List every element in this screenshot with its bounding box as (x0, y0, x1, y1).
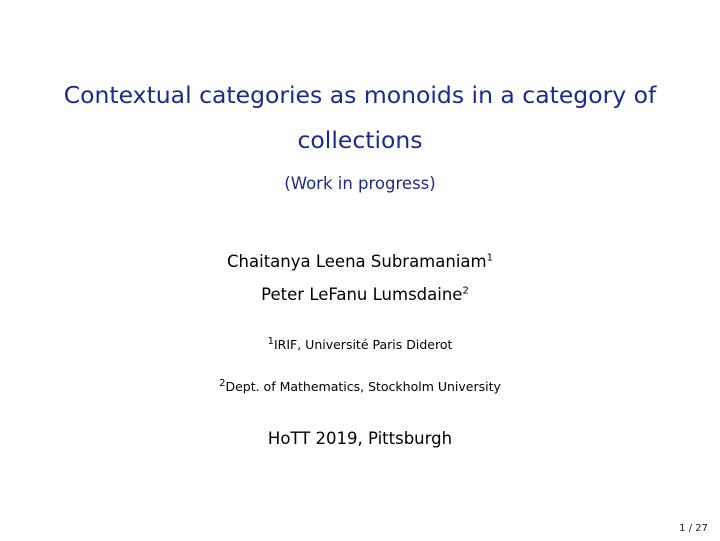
author-2 (0, 287, 720, 304)
author-1-affiliation-mark: 1 (486, 252, 493, 264)
affiliation-2-mark: 2 (219, 377, 226, 389)
affiliation-1-mark: 1 (267, 335, 274, 347)
author-1-name: Chaitanya Leena Subramaniam (227, 252, 487, 271)
affiliation-2 (0, 377, 720, 394)
affiliation-2-text: Dept. of Mathematics, Stockholm University (225, 379, 501, 394)
affiliation-1-text: IRIF, Université Paris Diderot (273, 337, 453, 352)
affiliation-1 (0, 335, 720, 352)
slide-title-line-2: collections (297, 126, 423, 154)
author-1 (0, 254, 720, 271)
page-number: 1 / 27 (679, 523, 708, 534)
slide-title-line-1: Contextual categories as monoids in a category of (63, 81, 657, 109)
author-2-affiliation-mark: 2 (462, 285, 469, 297)
event-name: HoTT 2019, Pittsburgh (267, 429, 453, 448)
author-2-name: Peter LeFanu Lumsdaine (261, 285, 463, 304)
slide-subtitle: (Work in progress) (284, 174, 436, 193)
